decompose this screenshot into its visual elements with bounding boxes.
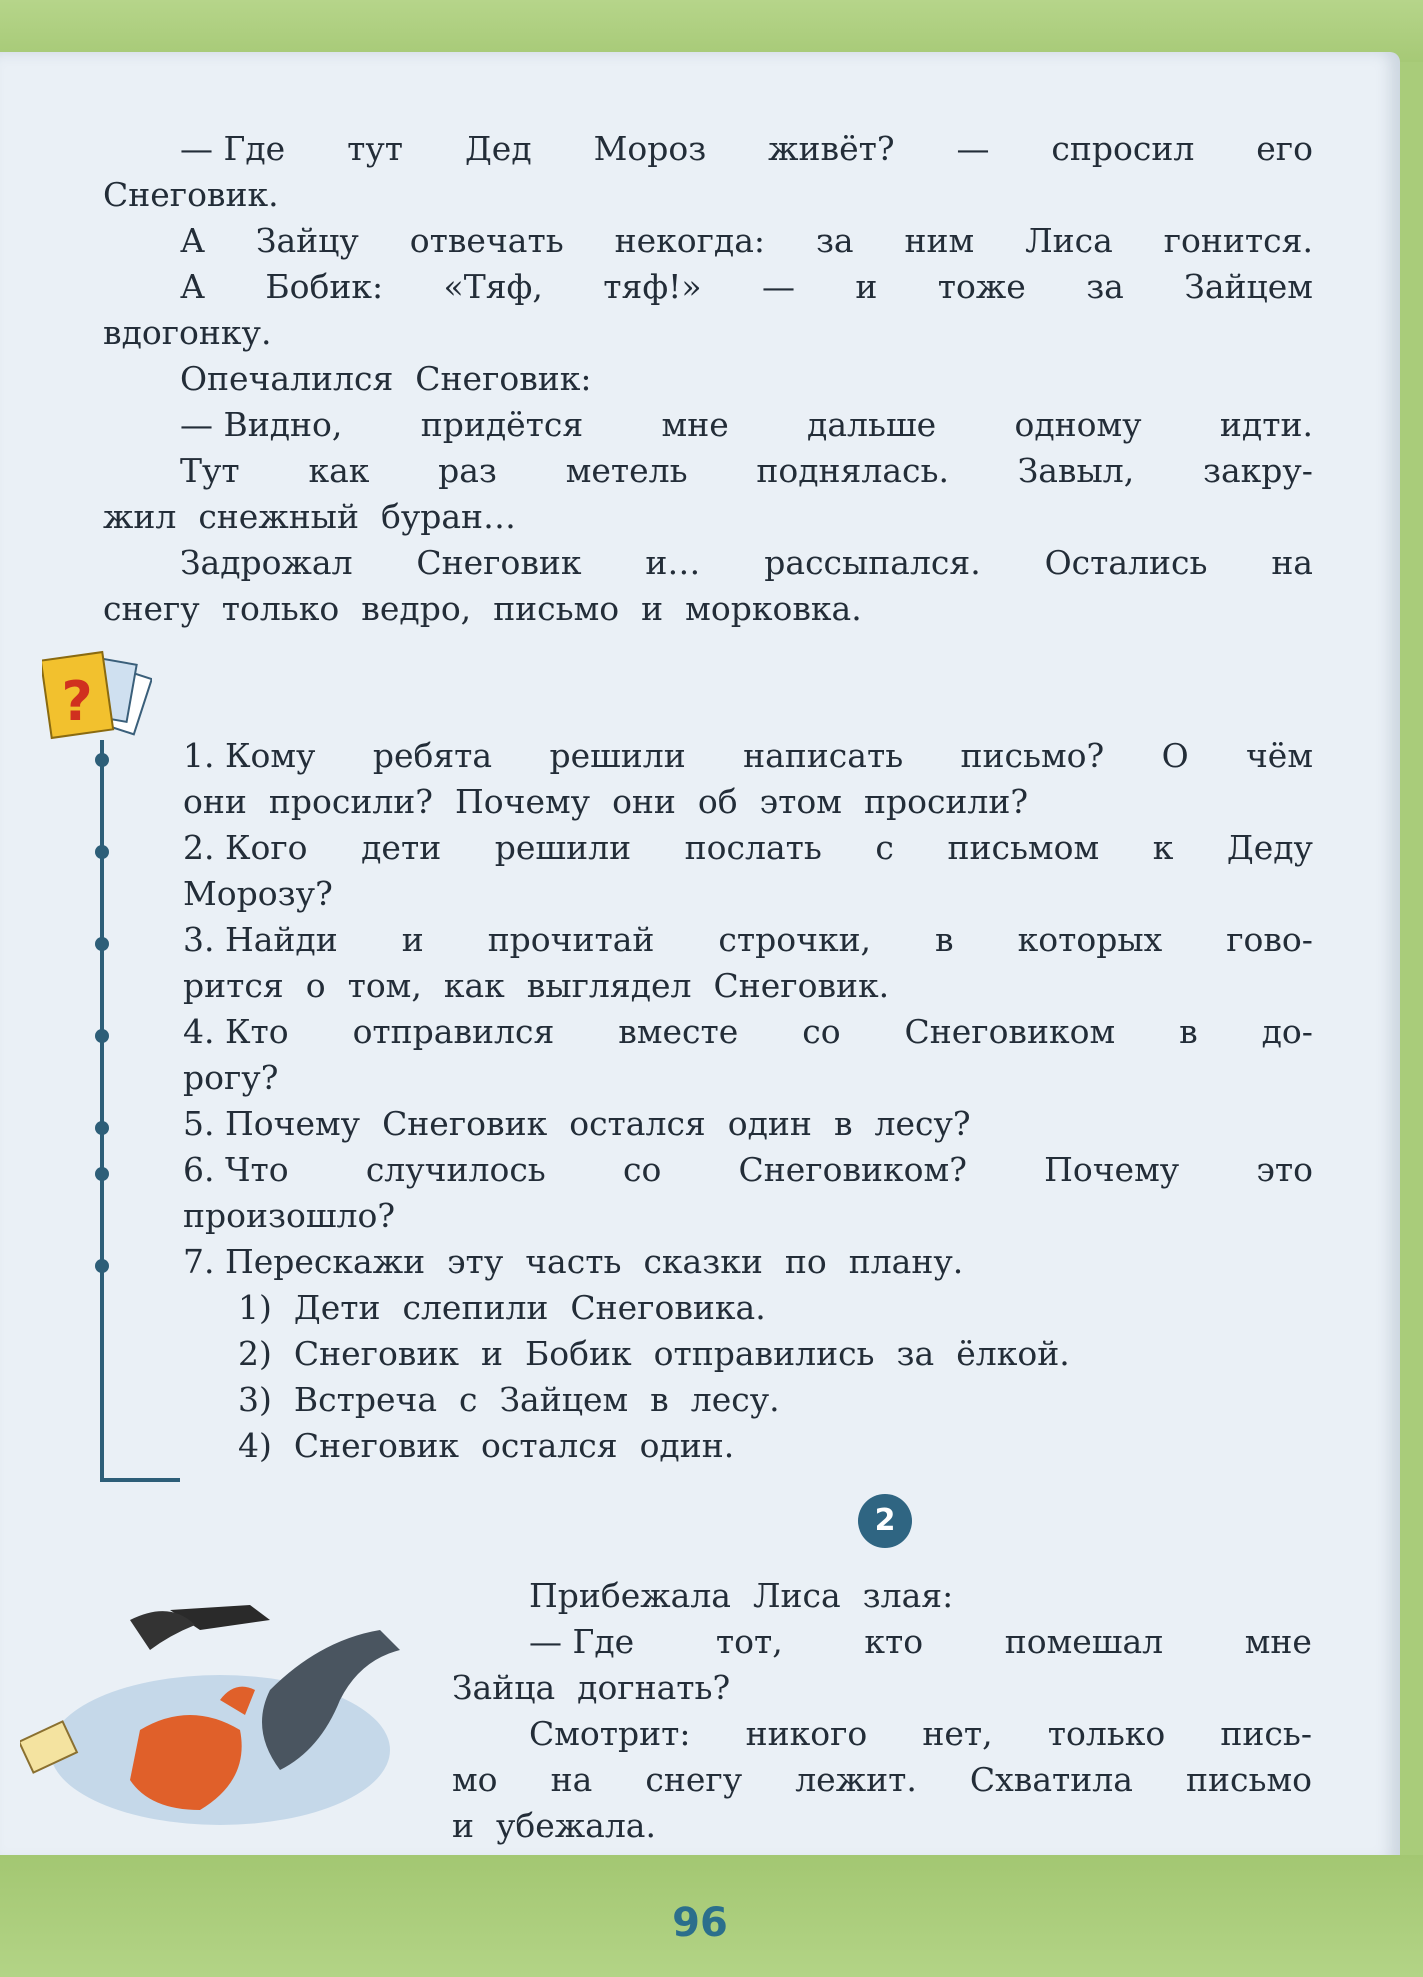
word: в [935, 920, 954, 959]
word: этом [759, 782, 842, 821]
word: живёт? [768, 129, 895, 168]
word: на [550, 1760, 593, 1799]
word: о [305, 966, 326, 1005]
word: 2. Кого [183, 828, 308, 867]
word: его [1256, 129, 1313, 168]
question-line [183, 825, 1313, 871]
word: письмо? [960, 736, 1105, 775]
word: Бобик: [265, 267, 384, 306]
word: в [833, 1104, 853, 1143]
word: отвечать [409, 221, 564, 260]
question-line [183, 1239, 1313, 1285]
story-line [103, 540, 1313, 586]
question-line [183, 917, 1313, 963]
word: отправились [653, 1334, 875, 1373]
word: плану. [848, 1242, 964, 1281]
word: один. [639, 1426, 735, 1465]
reading-line [452, 1711, 1312, 1757]
questions-list [183, 733, 1313, 1469]
word: снегу [103, 589, 200, 628]
word: гонится. [1163, 221, 1313, 260]
story-line [103, 494, 1313, 540]
word: Мороз [593, 129, 707, 168]
word: Зайцем [1184, 267, 1313, 306]
word: снегу [645, 1760, 743, 1799]
fox-and-wolf-illustration [20, 1580, 440, 1840]
word: слепили [402, 1288, 549, 1327]
question-line [183, 1147, 1313, 1193]
story-line [103, 586, 1313, 632]
word: поднялась. [756, 451, 949, 490]
word: ним [904, 221, 975, 260]
word: написать [743, 736, 904, 775]
reading-line [452, 1803, 1312, 1849]
word: остался [569, 1104, 706, 1143]
section-number-badge: 2 [858, 1494, 912, 1548]
story-line [103, 218, 1313, 264]
word: просили? [268, 782, 433, 821]
story-line [103, 126, 1313, 172]
story-line [103, 264, 1313, 310]
word: мне [1244, 1622, 1312, 1661]
word: Задрожал [180, 543, 353, 582]
word: к [1152, 828, 1174, 867]
word: кто [864, 1622, 924, 1661]
word: Тут [180, 451, 240, 490]
word: это [1256, 1150, 1313, 1189]
word: А [180, 267, 205, 306]
word: и [855, 267, 878, 306]
word: помешал [1004, 1622, 1164, 1661]
word: чём [1245, 736, 1313, 775]
word: с [875, 828, 894, 867]
word: как [308, 451, 370, 490]
word: никого [745, 1714, 868, 1753]
word: — [762, 267, 795, 306]
word: убежала. [496, 1806, 656, 1845]
question-line [183, 1423, 1313, 1469]
word: Почему [1044, 1150, 1180, 1189]
word: рится [183, 966, 284, 1005]
story-text [103, 126, 1313, 632]
word: и [641, 589, 664, 628]
word: за [815, 221, 854, 260]
word: раз [438, 451, 497, 490]
word: Зайца [452, 1668, 556, 1707]
word: Завыл, [1017, 451, 1135, 490]
word: «Тяф, [443, 267, 543, 306]
reading-line [452, 1757, 1312, 1803]
word: и [452, 1806, 474, 1845]
question-line [183, 1101, 1313, 1147]
word: ведро, [361, 589, 472, 628]
word: жил [103, 497, 177, 536]
word: Зайцу [255, 221, 359, 260]
word: выглядел [526, 966, 692, 1005]
question-bullet-5 [95, 1121, 109, 1135]
question-line [183, 733, 1313, 779]
questions-bracket-foot [100, 1478, 180, 1482]
word: послать [684, 828, 822, 867]
word: спросил [1051, 129, 1195, 168]
story-line [103, 356, 1313, 402]
word: Деду [1226, 828, 1313, 867]
word: и [481, 1334, 504, 1373]
question-bullet-7 [95, 1259, 109, 1273]
word: со [622, 1150, 662, 1189]
question-symbol: ? [61, 670, 93, 733]
word: по [784, 1242, 827, 1281]
reading-line [452, 1619, 1312, 1665]
word: лесу. [690, 1380, 780, 1419]
word: пись- [1220, 1714, 1312, 1753]
word: письмо [493, 589, 620, 628]
word: Снеговиком? [738, 1150, 967, 1189]
word: — Где [180, 129, 286, 168]
word: сказки [643, 1242, 763, 1281]
word: — Где [529, 1622, 635, 1661]
word: Опечалился [180, 359, 394, 398]
question-bullet-4 [95, 1029, 109, 1043]
word: 3. Найди [183, 920, 338, 959]
question-line [183, 871, 1313, 917]
word: Морозу? [183, 874, 333, 913]
question-line [183, 1193, 1313, 1239]
word: дальше [807, 405, 937, 444]
word: решили [494, 828, 632, 867]
word: Дед [464, 129, 532, 168]
word: как [443, 966, 505, 1005]
word: в [1179, 1012, 1198, 1051]
word: ребята [372, 736, 493, 775]
story-line [103, 172, 1313, 218]
word: и… [645, 543, 701, 582]
question-bullet-3 [95, 937, 109, 951]
word: 1) [238, 1288, 272, 1327]
word: в [650, 1380, 669, 1419]
word: остался [481, 1426, 618, 1465]
reading-line [452, 1573, 1312, 1619]
story-line [103, 310, 1313, 356]
word: за [896, 1334, 935, 1373]
word: Встреча [293, 1380, 438, 1419]
word: — [956, 129, 990, 168]
page-number: 96 [672, 1900, 728, 1946]
word: Прибежала [529, 1576, 731, 1615]
word: О [1161, 736, 1189, 775]
word: Снеговик [293, 1334, 460, 1373]
word: ёлкой. [956, 1334, 1070, 1373]
word: эту [447, 1242, 504, 1281]
question-line [183, 1009, 1313, 1055]
question-mark-icon [42, 648, 152, 753]
word: буран… [380, 497, 517, 536]
word: с [459, 1380, 478, 1419]
word: нет, [922, 1714, 993, 1753]
question-line [183, 1055, 1313, 1101]
word: придётся [420, 405, 584, 444]
word: Зайцем [499, 1380, 629, 1419]
word: которых [1017, 920, 1163, 959]
word: 1. Кому [183, 736, 316, 775]
word: 2) [238, 1334, 272, 1373]
word: письмом [947, 828, 1100, 867]
story-line [103, 448, 1313, 494]
word: произошло? [183, 1196, 396, 1235]
word: со [802, 1012, 841, 1051]
word: Снеговик [382, 1104, 548, 1143]
word: решили [549, 736, 686, 775]
question-line [183, 1331, 1313, 1377]
word: том, [347, 966, 422, 1005]
story-line [103, 402, 1313, 448]
word: мне [661, 405, 729, 444]
question-line [183, 1285, 1313, 1331]
word: Схватила [969, 1760, 1133, 1799]
word: дети [361, 828, 442, 867]
word: Снеговиком [904, 1012, 1116, 1051]
word: Лиса [1025, 221, 1113, 260]
question-bullet-1 [95, 753, 109, 767]
word: тоже [937, 267, 1026, 306]
word: Смотрит: [529, 1714, 691, 1753]
word: только [221, 589, 340, 628]
word: они [612, 782, 676, 821]
word: закру- [1202, 451, 1313, 490]
word: гово- [1226, 920, 1313, 959]
word: просили? [863, 782, 1029, 821]
word: Бобик [525, 1334, 632, 1373]
word: рассыпался. [764, 543, 981, 582]
word: идти. [1219, 405, 1313, 444]
word: Снеговик: [415, 359, 592, 398]
reading-text [452, 1573, 1312, 1849]
word: некогда: [614, 221, 766, 260]
word: часть [525, 1242, 622, 1281]
word: злая: [862, 1576, 954, 1615]
word: Лиса [752, 1576, 841, 1615]
word: прочитай [487, 920, 655, 959]
question-line [183, 1377, 1313, 1423]
word: 4. Кто [183, 1012, 289, 1051]
word: 5. Почему [183, 1104, 361, 1143]
word: — Видно, [180, 405, 343, 444]
question-bullet-6 [95, 1167, 109, 1181]
word: Снеговика. [570, 1288, 766, 1327]
word: морковка. [685, 589, 862, 628]
word: вдогонку. [103, 313, 272, 352]
word: тяф!» [603, 267, 702, 306]
word: Снеговик. [713, 966, 890, 1005]
word: Дети [293, 1288, 381, 1327]
word: на [1271, 543, 1313, 582]
question-bullet-2 [95, 845, 109, 859]
word: Снеговик [293, 1426, 460, 1465]
word: 6. Что [183, 1150, 289, 1189]
reading-line [452, 1665, 1312, 1711]
word: строчки, [718, 920, 872, 959]
word: догнать? [577, 1668, 731, 1707]
word: до- [1261, 1012, 1313, 1051]
word: лежит. [795, 1760, 917, 1799]
question-line [183, 779, 1313, 825]
word: рогу? [183, 1058, 279, 1097]
word: они [183, 782, 247, 821]
word: А [180, 221, 205, 260]
word: вместе [618, 1012, 739, 1051]
question-line [183, 963, 1313, 1009]
word: мо [452, 1760, 498, 1799]
word: и [401, 920, 424, 959]
word: Снеговик [416, 543, 582, 582]
word: Почему [454, 782, 591, 821]
word: только [1047, 1714, 1166, 1753]
word: за [1086, 267, 1124, 306]
word: об [697, 782, 738, 821]
word: 7. Перескажи [183, 1242, 426, 1281]
word: лесу? [874, 1104, 971, 1143]
word: тут [347, 129, 404, 168]
word: метель [565, 451, 688, 490]
word: одному [1014, 405, 1142, 444]
word: 4) [238, 1426, 272, 1465]
word: 3) [238, 1380, 272, 1419]
word: письмо [1186, 1760, 1312, 1799]
word: один [727, 1104, 812, 1143]
word: снежный [198, 497, 359, 536]
word: Снеговик. [103, 175, 279, 214]
word: отправился [352, 1012, 555, 1051]
word: тот, [715, 1622, 783, 1661]
word: Остались [1044, 543, 1208, 582]
word: случилось [365, 1150, 546, 1189]
